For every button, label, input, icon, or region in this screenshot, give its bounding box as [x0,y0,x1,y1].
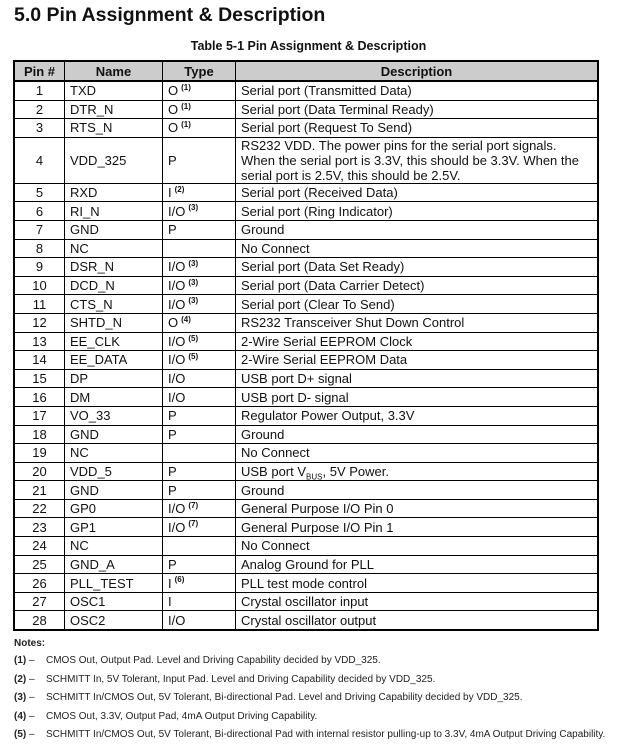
note-key [14,653,46,668]
notes-section [14,638,614,746]
pin-type: I/O [168,389,186,405]
pin-description-cell: PLL test mode control [236,574,599,593]
note-number: (2) [14,673,27,685]
pin-description-cell: 2-Wire Serial EEPROM Clock [236,332,599,351]
footnote-ref: (7) [188,519,199,529]
table-row [14,137,598,183]
footnote-ref: (5) [188,333,199,343]
footnote-ref: (5) [188,352,199,362]
note-key [14,727,46,742]
pin-number-cell: 21 [14,481,65,500]
pin-type-cell [163,202,236,221]
pin-name-cell: VDD_325 [65,137,163,183]
table-caption: Table 5-1 Pin Assignment & Description [190,39,427,53]
note-dash: – [29,655,35,666]
header-type: Type [163,61,236,81]
pin-type-cell [163,351,236,370]
pin-name-cell: RI_N [65,202,163,221]
pin-name-cell: DSR_N [65,258,163,277]
pin-name-cell: OSC1 [65,592,163,611]
table-row [14,351,598,370]
pin-type: P [168,152,177,168]
footnote-ref: (3) [188,259,199,269]
table-row [14,444,598,463]
pin-number-cell: 20 [14,462,65,481]
note-dash: – [29,729,35,741]
pin-type-cell [163,444,236,463]
table-row [14,388,598,407]
table-row [14,406,598,425]
pin-description-cell: No Connect [236,239,599,258]
pin-name-cell: DP [65,369,163,388]
pin-name-cell: NC [65,444,163,463]
note-item [14,690,614,705]
pin-name-cell: GND [65,220,163,239]
pin-description-cell: Ground [236,425,599,444]
pin-name-cell: VDD_5 [65,462,163,481]
pin-number-cell: 13 [14,332,65,351]
pin-type-cell [163,313,236,332]
pin-type-cell [163,369,236,388]
pin-name-cell: EE_DATA [65,351,163,370]
pin-number-cell: 10 [14,276,65,295]
pin-type-cell [163,611,236,630]
pin-description-cell: General Purpose I/O Pin 1 [236,518,599,537]
pin-number-cell: 19 [14,444,65,463]
table-row [14,220,598,239]
pin-name-cell: RTS_N [65,119,163,138]
table-row [14,295,598,314]
pin-type: O [168,83,179,99]
table-row [14,239,598,258]
pin-type: I/O [168,259,186,275]
pin-type: O [168,315,179,331]
note-dash: – [29,710,35,722]
footnote-ref: (1) [181,120,191,130]
note-text: CMOS Out, 3.3V, Output Pad, 4mA Output Driving Capability. [46,710,318,722]
pin-description-cell [236,462,599,481]
pin-description-cell: No Connect [236,444,599,463]
note-item [14,672,614,687]
note-number: (5) [14,729,27,741]
pin-name-cell: SHTD_N [65,313,163,332]
note-text: SCHMITT In/CMOS Out, 5V Tolerant, Bi-directional Pad. Level and Driving Capability decided by VDD_325. [46,692,523,704]
notes-title: Notes: [14,638,46,649]
pin-type-cell [163,481,236,500]
pin-number-cell: 24 [14,537,65,556]
pin-number-cell: 7 [14,220,65,239]
pin-number-cell: 17 [14,406,65,425]
pin-type-cell [163,183,236,202]
table-body [14,81,598,630]
pin-type: P [168,222,177,238]
pin-type-cell [163,462,236,481]
pin-name-cell: OSC2 [65,611,163,630]
pin-description-cell: 2-Wire Serial EEPROM Data [236,351,599,370]
note-text: CMOS Out, Output Pad. Level and Driving Capability decided by VDD_325. [46,655,381,666]
pin-name-cell: EE_CLK [65,332,163,351]
pin-description-cell: Serial port (Clear To Send) [236,295,599,314]
pin-type: I/O [168,333,186,349]
pin-number-cell: 11 [14,295,65,314]
table-row [14,425,598,444]
section-title: 5.0 Pin Assignment & Description [14,4,326,26]
pin-name-cell: GND [65,425,163,444]
pin-type-cell [163,537,236,556]
pin-name-cell: DTR_N [65,100,163,119]
pin-name-cell: PLL_TEST [65,574,163,593]
note-item [14,709,614,724]
pin-type-cell [163,555,236,574]
pin-description-cell: Ground [236,481,599,500]
pin-type-cell [163,332,236,351]
pin-type-cell [163,388,236,407]
footnote-ref: (4) [181,314,191,324]
note-key [14,672,46,687]
pin-description-cell: Regulator Power Output, 3.3V [236,406,599,425]
pin-type: P [168,408,177,424]
table-row [14,499,598,518]
table-row [14,119,598,138]
note-item [14,727,614,742]
pin-number-cell: 14 [14,351,65,370]
table-row [14,555,598,574]
pin-name-cell: CTS_N [65,295,163,314]
note-number: (1) [14,655,27,666]
footnote-ref: (6) [174,575,185,585]
pin-type: O [168,120,179,136]
pin-number-cell: 16 [14,388,65,407]
pin-type: I [168,575,172,591]
note-number: (3) [14,692,27,704]
footnote-ref: (7) [188,500,199,510]
pin-type-cell [163,119,236,138]
note-dash: – [29,673,35,685]
notes-list [14,653,614,742]
table-row [14,481,598,500]
note-text: SCHMITT In/CMOS Out, 5V Tolerant, Bi-directional Pad with internal resistor pulling-up to 3.3V, 4mA Output Driving Capability. [46,729,606,741]
pin-number-cell: 22 [14,499,65,518]
pin-type-cell [163,574,236,593]
pin-type: I [168,185,172,201]
pin-name-cell: DCD_N [65,276,163,295]
footnote-ref: (1) [181,82,191,92]
table-row [14,462,598,481]
pin-type: I [168,594,172,610]
table-row [14,537,598,556]
note-dash: – [29,692,35,704]
pin-description-cell: RS232 VDD. The power pins for the serial port signals. When the serial port is 3.3V, this should be 3.3V. When the serial port is 2.5V, this should be 2.5V. [236,137,599,183]
pin-type: I/O [168,612,186,628]
pin-type-cell [163,518,236,537]
pin-number-cell: 27 [14,592,65,611]
pin-name-cell: GP1 [65,518,163,537]
pin-number-cell: 23 [14,518,65,537]
table-row [14,100,598,119]
header-name: Name [65,61,163,81]
pin-number-cell: 26 [14,574,65,593]
pin-type: I/O [168,296,186,312]
pin-type: O [168,101,179,117]
table-row [14,518,598,537]
footnote-ref: (1) [181,101,191,111]
pin-type: P [168,482,177,498]
pin-description-cell: Crystal oscillator input [236,592,599,611]
pin-type-cell [163,295,236,314]
description-text: , 5V Power. [322,463,389,479]
pin-name-cell: NC [65,537,163,556]
table-row [14,313,598,332]
note-item [14,653,614,668]
table-row [14,611,598,630]
pin-number-cell: 4 [14,137,65,183]
pin-type: I/O [168,501,186,517]
footnote-ref: (2) [174,184,185,194]
note-key [14,709,46,724]
pin-type: I/O [168,371,186,387]
pin-type: I/O [168,203,186,219]
description-text: USB port V [241,463,307,479]
table-header-row [14,61,598,81]
pin-number-cell: 15 [14,369,65,388]
table-row [14,276,598,295]
pin-description-cell: Analog Ground for PLL [236,555,599,574]
header-pin: Pin # [14,61,65,81]
pin-description-cell: Serial port (Data Set Ready) [236,258,599,277]
footnote-ref: (3) [188,296,199,306]
pin-type: P [168,556,177,572]
pin-name-cell: RXD [65,183,163,202]
pin-description-cell: Serial port (Data Carrier Detect) [236,276,599,295]
pin-type-cell [163,425,236,444]
pin-type-cell [163,220,236,239]
pin-number-cell: 1 [14,81,65,100]
pin-name-cell: GP0 [65,499,163,518]
pin-name-cell: NC [65,239,163,258]
table-row [14,592,598,611]
table-row [14,258,598,277]
pin-number-cell: 28 [14,611,65,630]
table-row [14,332,598,351]
table-row [14,183,598,202]
pin-type: P [168,426,177,442]
pin-type-cell [163,258,236,277]
pin-description-cell: Ground [236,220,599,239]
pin-number-cell: 8 [14,239,65,258]
pin-number-cell: 5 [14,183,65,202]
table-row [14,369,598,388]
pin-type-cell [163,592,236,611]
pin-type: I/O [168,519,186,535]
pin-name-cell: GND [65,481,163,500]
pin-number-cell: 6 [14,202,65,221]
table-row [14,81,598,100]
header-description: Description [236,61,599,81]
pin-description-cell: Serial port (Request To Send) [236,119,599,138]
pin-number-cell: 25 [14,555,65,574]
pin-name-cell: VO_33 [65,406,163,425]
pin-description-cell: Serial port (Ring Indicator) [236,202,599,221]
pin-description-cell: Serial port (Transmitted Data) [236,81,599,100]
pin-type-cell [163,137,236,183]
table-row [14,574,598,593]
pin-description-cell: No Connect [236,537,599,556]
pin-type-cell [163,81,236,100]
pin-description-cell: General Purpose I/O Pin 0 [236,499,599,518]
pin-type-cell [163,406,236,425]
pin-number-cell: 12 [14,313,65,332]
pin-description-cell: RS232 Transceiver Shut Down Control [236,313,599,332]
pin-description-cell: Crystal oscillator output [236,611,599,630]
pin-type-cell [163,276,236,295]
pin-type: P [168,463,177,479]
pin-type-cell [163,499,236,518]
pin-number-cell: 18 [14,425,65,444]
pin-number-cell: 9 [14,258,65,277]
pin-type: I/O [168,352,186,368]
pin-name-cell: TXD [65,81,163,100]
pin-type-cell [163,239,236,258]
footnote-ref: (3) [188,277,199,287]
pin-description-cell: USB port D- signal [236,388,599,407]
pin-name-cell: GND_A [65,555,163,574]
pin-type: I/O [168,278,186,294]
pin-description-cell: Serial port (Received Data) [236,183,599,202]
table-row [14,202,598,221]
note-key [14,690,46,705]
pin-number-cell: 3 [14,119,65,138]
footnote-ref: (3) [188,203,199,213]
description-subscript: BUS [306,472,323,482]
pin-type-cell [163,100,236,119]
note-number: (4) [14,710,27,722]
pin-number-cell: 2 [14,100,65,119]
note-text: SCHMITT In, 5V Tolerant, Input Pad. Level and Driving Capability decided by VDD_325. [46,673,436,685]
pin-description-cell: Serial port (Data Terminal Ready) [236,100,599,119]
pin-name-cell: DM [65,388,163,407]
pin-description-cell: USB port D+ signal [236,369,599,388]
pin-assignment-table [13,60,599,631]
